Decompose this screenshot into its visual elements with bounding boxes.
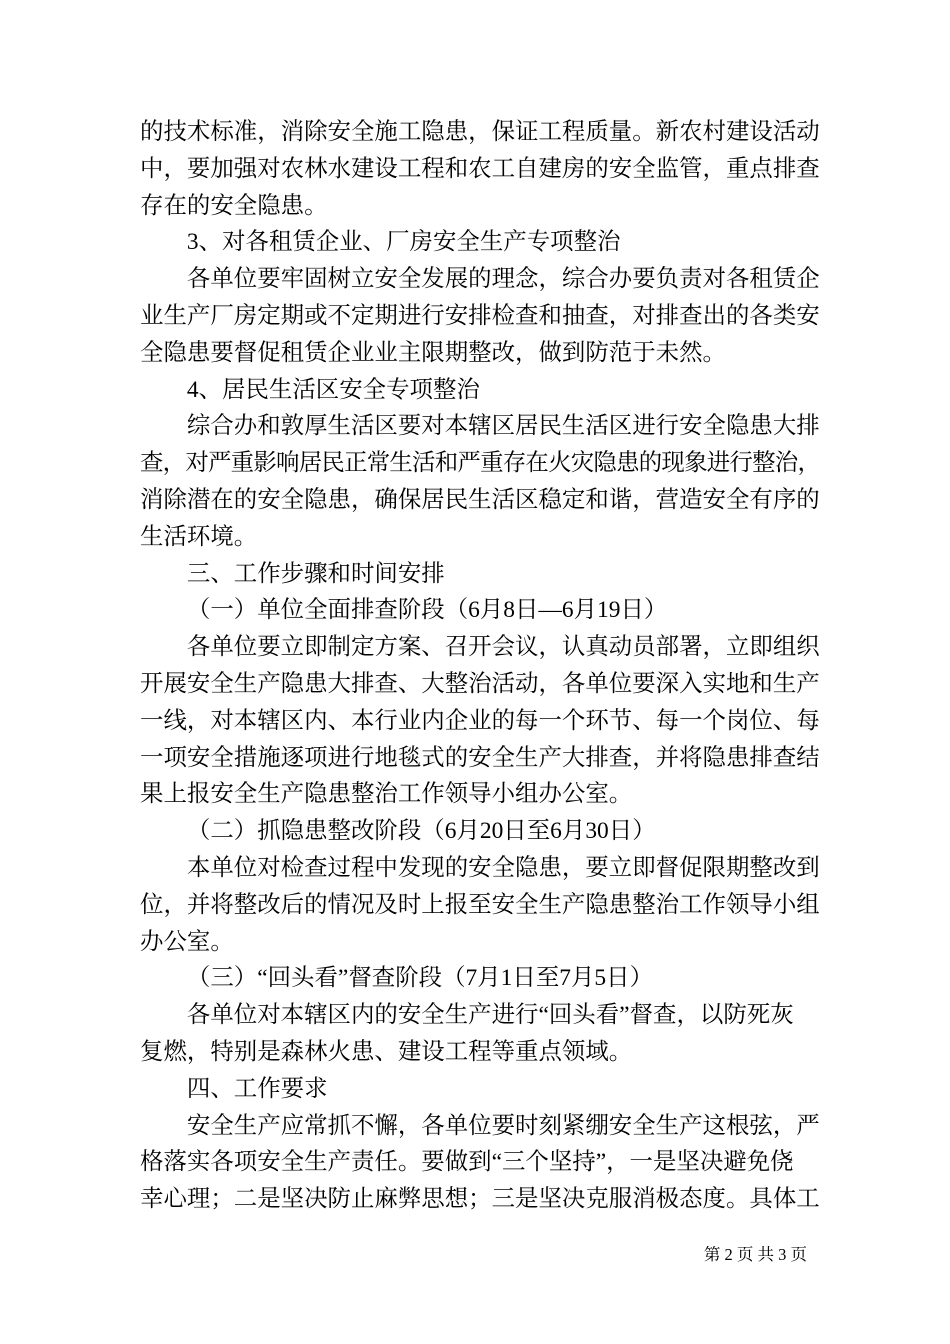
paragraph bbox=[140, 960, 820, 997]
text-line: 四、工作要求 bbox=[186, 1075, 328, 1102]
text-line: 业生产厂房定期或不定期进行安排检查和抽查，对排查出的各类安 bbox=[140, 302, 820, 329]
text-line: 全隐患要督促租赁企业业主限期整改，做到防范于未然。 bbox=[140, 339, 726, 366]
text-line: 综合办和敦厚生活区要对本辖区居民生活区进行安全隐患大排 bbox=[186, 413, 820, 440]
page-footer bbox=[704, 1244, 807, 1266]
paragraph bbox=[140, 408, 820, 555]
paragraph bbox=[140, 224, 820, 261]
text-line: 生活环境。 bbox=[140, 523, 258, 550]
paragraph bbox=[140, 850, 820, 960]
text-line: 幸心理；二是坚决防止麻弊思想；三是坚决克服消极态度。具体工 bbox=[140, 1186, 820, 1213]
text-line: 一项安全措施逐项进行地毯式的安全生产大排查，并将隐患排查结 bbox=[140, 744, 820, 771]
paragraph bbox=[140, 556, 820, 593]
text-line: 三、工作步骤和时间安排 bbox=[186, 560, 445, 587]
text-line: 安全生产应常抓不懈，各单位要时刻紧绷安全生产这根弦，严 bbox=[186, 1112, 820, 1139]
text-line: 开展安全生产隐患大排查、大整治活动，各单位要深入实地和生产 bbox=[140, 670, 820, 697]
paragraph bbox=[140, 813, 820, 850]
paragraph bbox=[140, 629, 820, 813]
text-line: 各单位要牢固树立安全发展的理念，综合办要负责对各租赁企 bbox=[186, 266, 820, 293]
paragraph bbox=[140, 592, 820, 629]
text-line: 存在的安全隐患。 bbox=[140, 192, 328, 219]
paragraph bbox=[140, 372, 820, 409]
text-line: 4、居民生活区安全专项整治 bbox=[186, 376, 480, 403]
page-number-text: 第 2 页 共 3 页 bbox=[703, 1245, 807, 1264]
text-line: 格落实各项安全生产责任。要做到“三个坚持”，一是坚决避免侥 bbox=[140, 1149, 794, 1176]
text-line: 各单位要立即制定方案、召开会议，认真动员部署，立即组织 bbox=[186, 634, 820, 661]
text-line: （一）单位全面排查阶段（6月8日—6月19日） bbox=[186, 597, 668, 624]
paragraph bbox=[140, 261, 820, 371]
paragraph bbox=[140, 1071, 820, 1108]
text-line: 一线，对本辖区内、本行业内企业的每一个环节、每一个岗位、每 bbox=[140, 707, 820, 734]
text-line: 的技术标准，消除安全施工隐患，保证工程质量。新农村建设活动 bbox=[140, 119, 820, 145]
text-line: （三）“回头看”督查阶段（7月1日至7月5日） bbox=[186, 965, 654, 992]
text-line: 消除潜在的安全隐患，确保居民生活区稳定和谐，营造安全有序的 bbox=[140, 486, 820, 513]
paragraph bbox=[140, 114, 820, 224]
paragraph bbox=[140, 1108, 820, 1218]
text-line: 各单位对本辖区内的安全生产进行“回头看”督查，以防死灰 bbox=[186, 1002, 794, 1029]
paragraph bbox=[140, 997, 820, 1071]
text-line: 本单位对检查过程中发现的安全隐患，要立即督促限期整改到 bbox=[186, 854, 820, 881]
text-line: 果上报安全生产隐患整治工作领导小组办公室。 bbox=[140, 781, 633, 808]
text-line: 位，并将整改后的情况及时上报至安全生产隐患整治工作领导小组 bbox=[140, 891, 820, 918]
text-line: （二）抓隐患整改阶段（6月20日至6月30日） bbox=[186, 818, 656, 845]
text-line: 查，对严重影响居民正常生活和严重存在火灾隐患的现象进行整治， bbox=[140, 450, 821, 477]
text-line: 办公室。 bbox=[140, 928, 234, 955]
text-line: 3、对各租赁企业、厂房安全生产专项整治 bbox=[186, 229, 621, 256]
document-body bbox=[140, 114, 820, 1218]
text-line: 中，要加强对农林水建设工程和农工自建房的安全监管，重点排查 bbox=[140, 155, 820, 182]
text-line: 复燃，特别是森林火患、建设工程等重点领域。 bbox=[140, 1038, 633, 1065]
